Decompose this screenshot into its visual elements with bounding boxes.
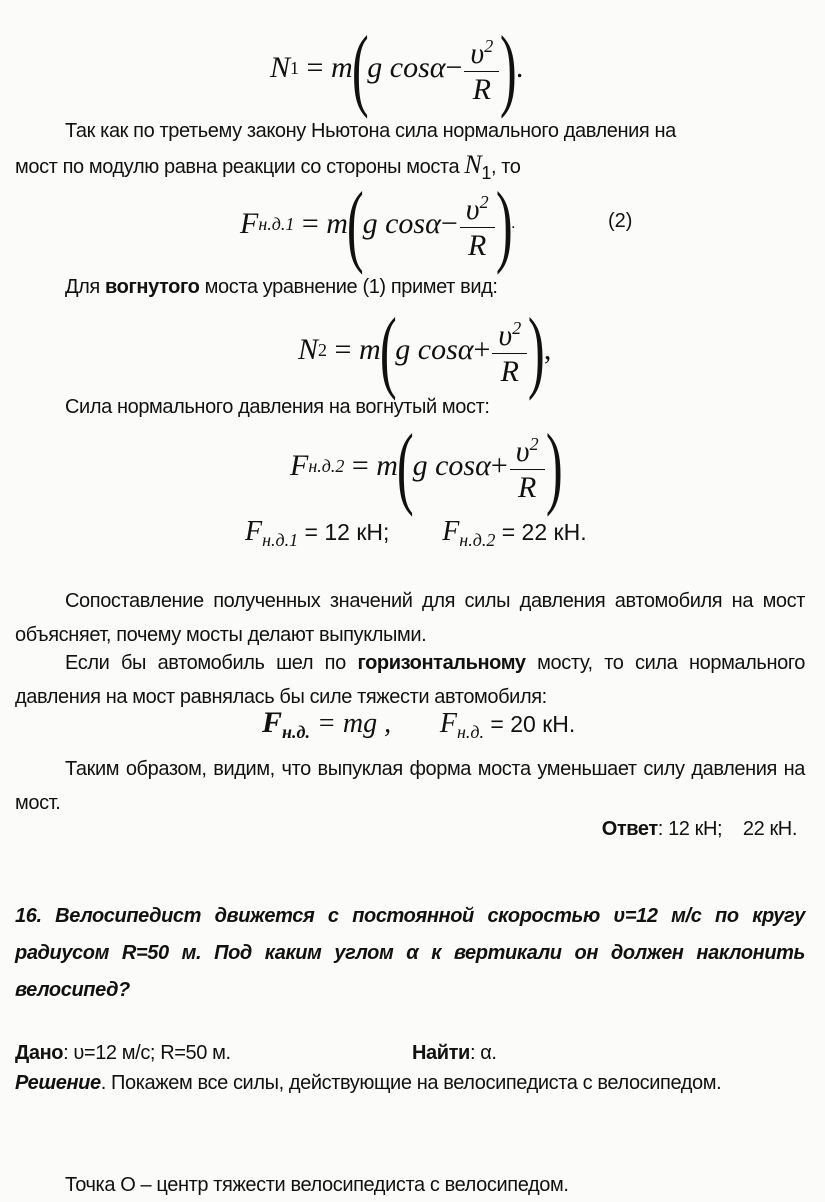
text: Если бы автомобиль шел по bbox=[65, 652, 358, 674]
right-paren: ) bbox=[500, 17, 517, 119]
answer-value: : 12 кН; 22 кН. bbox=[657, 818, 797, 840]
numerator: υ bbox=[470, 36, 485, 70]
fraction bbox=[492, 311, 527, 390]
formula-subscript: н.д.1 bbox=[262, 530, 299, 550]
formula-symbol: F bbox=[290, 449, 309, 482]
equation-number: (2) bbox=[608, 210, 633, 232]
bold-text: горизонтальному bbox=[357, 652, 526, 674]
formula-symbol: m bbox=[376, 449, 398, 482]
find-label: Найти bbox=[412, 1042, 470, 1064]
formula-term: g cos bbox=[367, 51, 430, 84]
left-paren: ( bbox=[346, 173, 364, 275]
formula-term: g cos bbox=[362, 207, 426, 240]
formula-subscript: 1 bbox=[290, 57, 300, 78]
denominator: R bbox=[472, 72, 491, 106]
given-label: Дано bbox=[15, 1042, 64, 1064]
given-value: : υ=12 м/с; R=50 м. bbox=[63, 1042, 231, 1064]
answer-label: Ответ bbox=[601, 818, 658, 840]
right-paren: ) bbox=[528, 299, 545, 401]
formula-symbol: F bbox=[245, 516, 263, 547]
formula-term: g cos bbox=[412, 449, 476, 482]
force-values bbox=[245, 516, 587, 551]
formula-operator: + bbox=[490, 449, 508, 482]
formula-operator: − bbox=[445, 51, 463, 84]
value: = 22 кН. bbox=[495, 519, 587, 545]
fraction bbox=[460, 185, 495, 264]
formula-subscript: н.д.2 bbox=[308, 455, 345, 476]
text: моста уравнение (1) примет вид: bbox=[199, 276, 498, 298]
find-value: : α. bbox=[469, 1042, 497, 1064]
formula-subscript: н.д.2 bbox=[459, 530, 496, 550]
solution-label: Решение bbox=[15, 1072, 101, 1094]
denominator: R bbox=[518, 470, 537, 504]
exponent: 2 bbox=[529, 433, 539, 454]
formula-symbol: m bbox=[330, 51, 353, 84]
paragraph-horizontal bbox=[15, 646, 805, 714]
formula-symbol: N bbox=[298, 333, 319, 366]
formula-symbol: m bbox=[358, 333, 381, 366]
left-paren: ( bbox=[379, 299, 397, 401]
formula-subscript: 1 bbox=[481, 163, 491, 183]
text-line: Так как по третьему закону Ньютона сила нормального давления на bbox=[65, 120, 676, 142]
value: = 20 кН. bbox=[484, 711, 576, 737]
equals: = bbox=[327, 333, 359, 366]
exponent: 2 bbox=[479, 191, 489, 212]
formula-n1 bbox=[270, 17, 524, 119]
problem-16-statement: 16. Велосипедист движется с постоянной скоростью υ=12 м/с по кругу радиусом R=50 м. Под каким углом α к вертикали он должен наклонить велосипед? bbox=[15, 905, 805, 1001]
formula-symbol: F bbox=[442, 516, 460, 547]
equals: = bbox=[299, 51, 331, 84]
given-line bbox=[15, 1036, 805, 1070]
formula-symbol: F bbox=[262, 706, 283, 739]
formula-symbol: α bbox=[457, 333, 474, 366]
formula-term: g cos bbox=[395, 333, 458, 366]
equals: = bbox=[294, 207, 327, 240]
formula-term: = mg , bbox=[309, 708, 392, 739]
formula-subscript: н.д. bbox=[282, 722, 310, 742]
formula-operator: + bbox=[473, 333, 491, 366]
formula-n2 bbox=[298, 299, 552, 401]
formula-subscript: н.д.1 bbox=[258, 213, 295, 234]
formula-operator: − bbox=[440, 207, 458, 240]
formula-symbol: α bbox=[429, 51, 446, 84]
value: = 12 кН; bbox=[298, 519, 390, 545]
formula-subscript: 2 bbox=[318, 339, 328, 360]
formula-symbol: N bbox=[270, 51, 291, 84]
formula-symbol: α bbox=[475, 449, 491, 482]
denominator: R bbox=[468, 228, 487, 262]
formula-f2 bbox=[290, 415, 563, 517]
denominator: R bbox=[500, 354, 519, 388]
paragraph-center-of-mass: Точка O – центр тяжести велосипедиста с велосипедом. bbox=[65, 1174, 569, 1196]
right-paren: ) bbox=[495, 173, 513, 275]
text: мост по модулю равна реакции со стороны моста bbox=[15, 156, 460, 178]
formula-symbol: F bbox=[240, 207, 259, 240]
punct: , bbox=[543, 333, 552, 366]
formula-symbol: α bbox=[425, 207, 441, 240]
text: Для bbox=[65, 276, 106, 298]
punct: . bbox=[515, 51, 524, 84]
solution-text: . Покажем все силы, действующие на велосипедиста с велосипедом. bbox=[100, 1072, 722, 1094]
solution bbox=[15, 1066, 805, 1100]
paragraph-concave-force: Сила нормального давления на вогнутый мост: bbox=[65, 396, 490, 418]
formula-subscript: н.д. bbox=[456, 722, 485, 742]
exponent: 2 bbox=[484, 35, 494, 56]
text: мосту, то сила нормального давления на мост равнялась бы силе тяжести автомобиля: bbox=[15, 652, 805, 708]
paragraph-comparison: Сопоставление полученных значений для силы давления автомобиля на мост объясняет, почему мосты делают выпуклыми. bbox=[15, 590, 805, 646]
answer bbox=[602, 812, 797, 846]
formula-symbol: F bbox=[439, 708, 457, 739]
punct: . bbox=[511, 215, 516, 232]
text: , то bbox=[490, 156, 521, 178]
exponent: 2 bbox=[512, 317, 522, 338]
bold-text: вогнутого bbox=[105, 276, 200, 298]
paragraph-concave bbox=[65, 270, 498, 304]
right-paren: ) bbox=[545, 415, 563, 517]
left-paren: ( bbox=[396, 415, 414, 517]
numerator: υ bbox=[515, 434, 530, 468]
paragraph-conclusion: Таким образом, видим, что выпуклая форма моста уменьшает силу давления на мост. bbox=[15, 758, 805, 814]
formula-mg bbox=[262, 706, 575, 743]
numerator: υ bbox=[498, 318, 513, 352]
formula-f1 bbox=[240, 173, 516, 275]
fraction bbox=[510, 427, 545, 506]
formula-symbol: m bbox=[326, 207, 348, 240]
fraction bbox=[464, 29, 499, 108]
left-paren: ( bbox=[351, 17, 369, 119]
equals: = bbox=[344, 449, 377, 482]
formula-symbol: N bbox=[464, 150, 482, 179]
numerator: υ bbox=[465, 192, 480, 226]
